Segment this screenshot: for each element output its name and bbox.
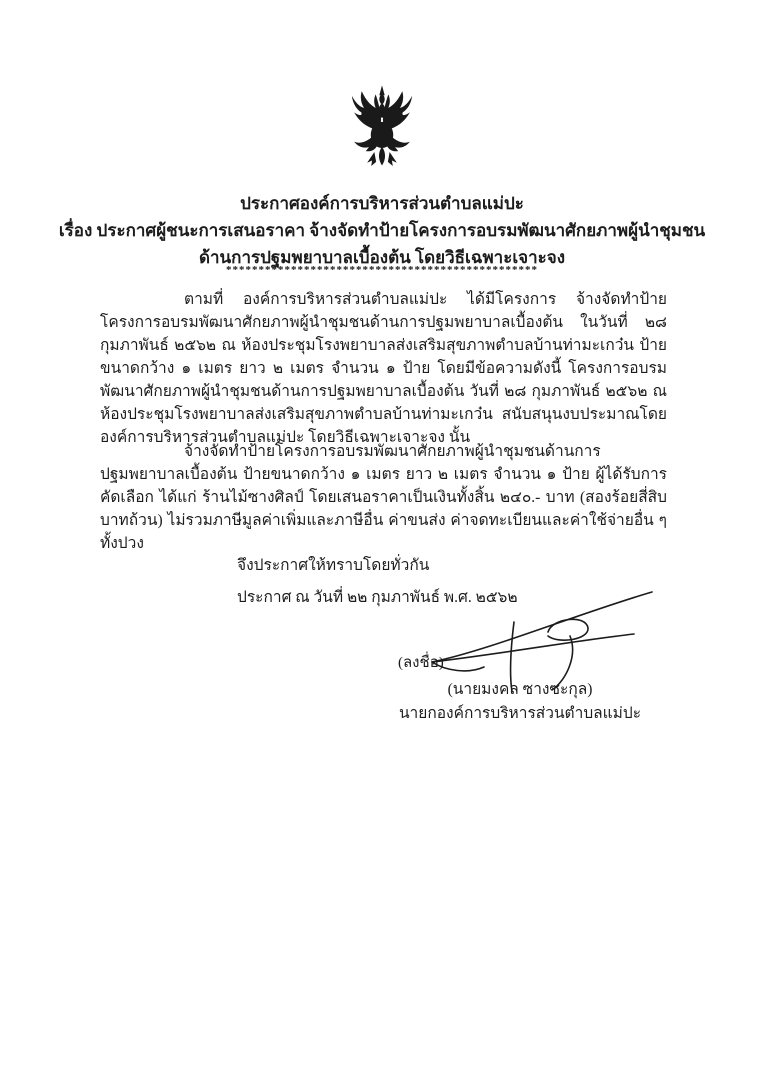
signer-name: (นายมงคล ซางซะกุล) bbox=[447, 681, 593, 698]
signature-label: (ลงชื่อ) bbox=[398, 655, 444, 671]
subject-line-2: ด้านการปฐมพยาบาลเบื้องต้น โดยวิธีเฉพาะเจาะจง bbox=[198, 248, 566, 267]
garuda-emblem-icon bbox=[328, 82, 436, 191]
body-paragraph-1: ตามที่ องค์การบริหารส่วนตำบลแม่ปะ ได้มีโครงการ จ้างจัดทำป้ายโครงการอบรมพัฒนาศักยภาพผู้นำชุมชนด้านการปฐมพยาบาลเบื้องต้น ในวันที่ ๒๘ กุมภาพันธ์ ๒๕๖๒ ณ ห้องประชุมโรงพยาบาลส่งเสริมสุขภาพตำบลบ้านท่ามะเกว๋น ป้ายขนาดกว้าง ๑ เมตร ยาว ๒ เมตร จำนวน ๑ ป้าย โดยมีข้อความดังนี้ โครงการอบรมพัฒนาศักยภาพผู้นำชุมชนด้านการปฐมพยาบาลเบื้องต้น วันที่ ๒๘ กุมภาพันธ์ ๒๕๖๒ ณ ห้องประชุมโรงพยาบาลส่งเสริมสุขภาพตำบลบ้านท่ามะเกว๋น สนับสนุนงบประมาณโดย องค์การบริหารส่วนตำบลแม่ปะ โดยวิธีเฉพาะเจาะจง นั้น bbox=[100, 291, 667, 446]
asterisk-divider: ************************************************ bbox=[226, 264, 538, 276]
body-paragraph-2: จ้างจัดทำป้ายโครงการอบรมพัฒนาศักยภาพผู้นำชุมชนด้านการปฐมพยาบาลเบื้องต้น ป้ายขนาดกว้าง ๑ เมตร ยาว ๒ เมตร จำนวน ๑ ป้าย ผู้ได้รับการคัดเลือก ได้แก่ ร้านไม้ซางศิลป์ โดยเสนอราคาเป็นเงินทั้งสิ้น ๒๔๐.- บาท (สองร้อยสี่สิบบาทถ้วน) ไม่รวมภาษีมูลค่าเพิ่มและภาษีอื่น ค่าขนส่ง ค่าจดทะเบียนและค่าใช้จ่ายอื่น ๆ ทั้งปวง bbox=[100, 443, 667, 552]
subject-line: เรื่อง ประกาศผู้ชนะการเสนอราคา จ้างจัดทำป้ายโครงการอบรมพัฒนาศักยภาพผู้นำชุมชน bbox=[58, 221, 706, 240]
issuing-authority-title: ประกาศองค์การบริหารส่วนตำบลแม่ปะ bbox=[240, 194, 524, 213]
announcement-date-line: ประกาศ ณ วันที่ ๒๒ กุมภาพันธ์ พ.ศ. ๒๕๖๒ bbox=[237, 589, 518, 606]
signer-position-title: นายกองค์การบริหารส่วนตำบลแม่ปะ bbox=[398, 705, 642, 722]
closing-statement: จึงประกาศให้ทราบโดยทั่วกัน bbox=[237, 557, 430, 574]
document-title-block bbox=[40, 190, 724, 271]
